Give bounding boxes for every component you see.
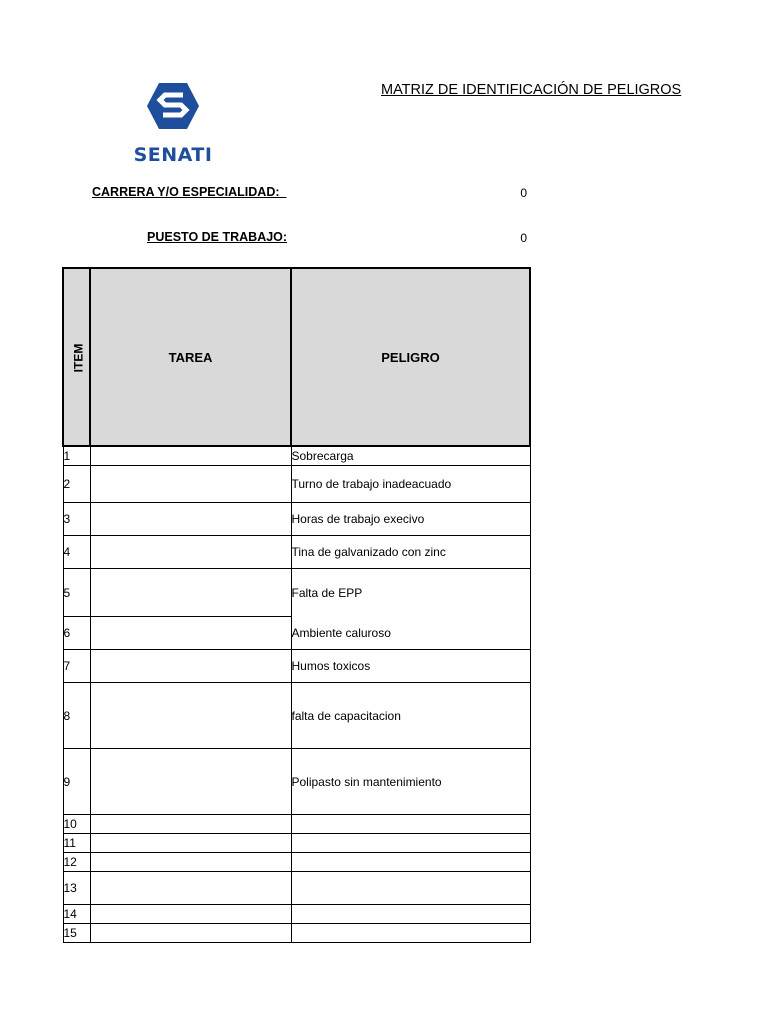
peligro-cell: Ambiente caluroso — [291, 625, 391, 640]
tarea-cell — [90, 853, 291, 872]
puesto-label: PUESTO DE TRABAJO: — [147, 230, 288, 244]
senati-logo-icon — [146, 82, 200, 130]
peligro-cell — [291, 905, 530, 924]
tarea-cell — [90, 503, 291, 536]
carrera-value: 0 — [520, 186, 527, 200]
item-cell: 15 — [63, 924, 90, 943]
item-cell: 5 — [63, 569, 90, 617]
item-cell: 9 — [63, 749, 90, 815]
peligro-cell: Falta de EPP — [291, 585, 363, 600]
tarea-cell — [90, 905, 291, 924]
tarea-cell — [90, 834, 291, 853]
table-row — [63, 872, 530, 905]
table-row — [63, 905, 530, 924]
table-row — [63, 924, 530, 943]
peligro-cell: Horas de trabajo execivo — [291, 503, 530, 536]
table-row — [63, 650, 530, 683]
item-cell: 4 — [63, 536, 90, 569]
table-row — [63, 853, 530, 872]
item-cell: 3 — [63, 503, 90, 536]
item-cell: 8 — [63, 683, 90, 749]
peligro-cell — [291, 853, 530, 872]
tarea-cell — [90, 466, 291, 503]
peligro-cell: Sobrecarga — [291, 446, 530, 466]
header-item — [63, 268, 90, 446]
peligro-cell — [291, 815, 530, 834]
table-row — [63, 446, 530, 466]
peligro-cell: Humos toxicos — [291, 650, 530, 683]
peligro-cell: Polipasto sin mantenimiento — [291, 749, 530, 815]
puesto-value: 0 — [520, 231, 527, 245]
peligro-cell — [291, 872, 530, 905]
peligro-cell: Tina de galvanizado con zinc — [291, 536, 530, 569]
table-row — [63, 749, 530, 815]
hazard-matrix-table — [62, 267, 531, 943]
tarea-cell — [90, 749, 291, 815]
table-header-row — [63, 268, 530, 446]
tarea-cell — [90, 815, 291, 834]
tarea-cell — [90, 683, 291, 749]
table-row — [63, 815, 530, 834]
header-peligro: PELIGRO — [291, 268, 530, 446]
header-tarea: TAREA — [90, 268, 291, 446]
item-cell: 2 — [63, 466, 90, 503]
peligro-merged-cell — [291, 569, 530, 650]
table-row — [63, 503, 530, 536]
table-row — [63, 683, 530, 749]
header-item-label: ITEM — [71, 343, 86, 372]
item-cell: 7 — [63, 650, 90, 683]
document-title: MATRIZ DE IDENTIFICACIÓN DE PELIGROS — [381, 82, 682, 98]
peligro-cell: Turno de trabajo inadeacuado — [291, 466, 530, 503]
item-cell: 6 — [63, 617, 90, 650]
logo-text: SENATI — [133, 144, 213, 166]
peligro-cell — [291, 924, 530, 943]
senati-logo — [128, 82, 218, 172]
item-cell: 12 — [63, 853, 90, 872]
item-cell: 11 — [63, 834, 90, 853]
tarea-cell — [90, 924, 291, 943]
item-cell: 1 — [63, 446, 90, 466]
item-cell: 13 — [63, 872, 90, 905]
tarea-cell — [90, 872, 291, 905]
table-row — [63, 834, 530, 853]
table-row — [63, 536, 530, 569]
carrera-label: CARRERA Y/O ESPECIALIDAD: — [92, 185, 287, 199]
tarea-cell — [90, 446, 291, 466]
item-cell: 14 — [63, 905, 90, 924]
tarea-cell — [90, 569, 291, 617]
tarea-cell — [90, 650, 291, 683]
tarea-cell — [90, 617, 291, 650]
item-cell: 10 — [63, 815, 90, 834]
peligro-cell — [291, 834, 530, 853]
table-row — [63, 466, 530, 503]
tarea-cell — [90, 536, 291, 569]
peligro-cell: falta de capacitacion — [291, 683, 530, 749]
table-row — [63, 569, 530, 617]
